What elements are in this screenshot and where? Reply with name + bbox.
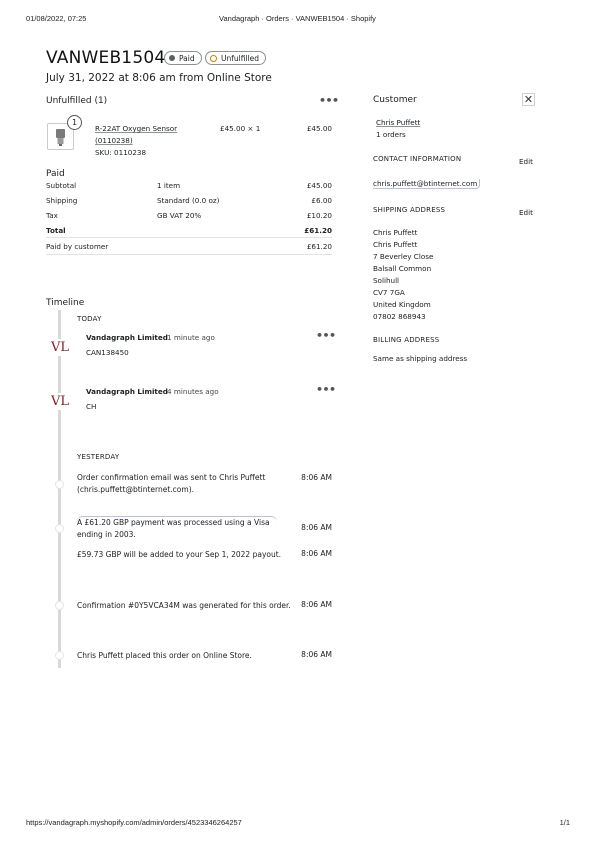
close-customer-icon[interactable]: ✕: [523, 93, 534, 106]
comment-avatar: VL: [51, 394, 70, 409]
timeline-event-dot-icon: [55, 480, 64, 489]
contact-info-heading: CONTACT INFORMATION: [373, 155, 462, 163]
total-amount: £61.20: [304, 226, 332, 235]
shipping-edit-link[interactable]: Edit: [519, 208, 533, 217]
paid-badge-label: Paid: [179, 53, 195, 63]
shipping-detail: Standard (0.0 oz): [157, 196, 220, 205]
paid-badge: [164, 51, 202, 65]
address-line: United Kingdom: [373, 300, 431, 309]
print-page-number: 1/1: [559, 818, 570, 827]
tax-label: Tax: [46, 211, 58, 220]
customer-name-link[interactable]: Chris Puffett: [376, 118, 421, 127]
billing-address-heading: BILLING ADDRESS: [373, 336, 440, 344]
timeline-heading: Timeline: [46, 298, 85, 308]
customer-email-link[interactable]: chris.puffett@btinternet.com: [373, 179, 480, 189]
address-line: Chris Puffett: [373, 240, 418, 249]
product-unit-price: £45.00 × 1: [220, 124, 261, 133]
timeline-event-time: 8:06 AM: [301, 650, 332, 659]
product-sku: SKU: 0110238: [95, 148, 147, 157]
unfulfilled-heading: Unfulfilled (1): [46, 96, 108, 106]
timeline-event-time: 8:06 AM: [301, 523, 332, 532]
timeline-yesterday-label: YESTERDAY: [77, 453, 120, 461]
total-label: Total: [46, 226, 66, 235]
subtotal-label: Subtotal: [46, 181, 77, 190]
unfulfilled-more-actions-icon[interactable]: •••: [319, 94, 339, 107]
subtotal-amount: £45.00: [306, 181, 332, 190]
comment-more-actions-icon[interactable]: •••: [316, 383, 336, 396]
timeline-event-time: 8:06 AM: [301, 473, 332, 482]
print-datetime: 01/08/2022, 07:25: [26, 14, 87, 23]
paid-by-divider: [46, 237, 332, 238]
timeline-track: [58, 310, 61, 668]
timeline-event-dot-icon: [55, 524, 64, 533]
shipping-label: Shipping: [46, 196, 78, 205]
contact-edit-link[interactable]: Edit: [519, 157, 533, 166]
print-page-title: Vandagraph · Orders · VANWEB1504 · Shopify: [219, 14, 376, 23]
billing-address-text: Same as shipping address: [373, 354, 468, 363]
tax-detail: GB VAT 20%: [157, 211, 202, 220]
comment-time: 1 minute ago: [167, 333, 215, 342]
timeline-event-text: Confirmation #0Y5VCA34M was generated for this order.: [77, 601, 291, 610]
product-code-link[interactable]: (0110238): [95, 136, 133, 145]
timeline-event-text: A £61.20 GBP payment was processed using a Visa ending in 2003.: [77, 518, 270, 539]
tax-amount: £10.20: [306, 211, 332, 220]
comment-avatar: VL: [51, 340, 70, 355]
order-date-line: July 31, 2022 at 8:06 am from Online Store: [46, 72, 272, 84]
address-line: Balsall Common: [373, 264, 432, 273]
paid-status-dot-icon: [169, 55, 175, 61]
address-line: Solihull: [373, 276, 400, 285]
customer-heading: Customer: [373, 95, 417, 105]
unfulfilled-status-dot-icon: [210, 55, 217, 62]
fulfillment-badge-label: Unfulfilled: [221, 53, 259, 63]
comment-time: 4 minutes ago: [167, 387, 219, 396]
customer-orders-count: 1 orders: [376, 130, 406, 139]
comment-author: Vandagraph Limited: [86, 387, 168, 396]
comment-author: Vandagraph Limited: [86, 333, 168, 342]
fulfillment-badge: [205, 51, 266, 65]
address-phone: 07802 868943: [373, 312, 426, 321]
comment-text: CH: [86, 402, 97, 411]
timeline-event-time: 8:06 AM: [301, 600, 332, 609]
timeline-today-label: TODAY: [77, 315, 102, 323]
print-url: https://vandagraph.myshopify.com/admin/orders/4523346264257: [26, 818, 242, 827]
comment-text: CAN138450: [86, 348, 129, 357]
address-line: 7 Beverley Close: [373, 252, 434, 261]
address-line: CV7 7GA: [373, 288, 405, 297]
timeline-event-text: Order confirmation email was sent to Chris Puffett (chris.puffett@btinternet.com).: [77, 473, 266, 494]
payment-heading: Paid: [46, 169, 65, 179]
shipping-address-heading: SHIPPING ADDRESS: [373, 206, 446, 214]
timeline-event-text: Chris Puffett placed this order on Online Store.: [77, 651, 252, 660]
timeline-event-text: £59.73 GBP will be added to your Sep 1, 2022 payout.: [77, 550, 282, 559]
product-name-link[interactable]: R-22AT Oxygen Sensor: [95, 124, 178, 133]
paid-by-amount: £61.20: [306, 242, 332, 251]
address-line: Chris Puffett: [373, 228, 418, 237]
paid-by-bottom-divider: [46, 254, 332, 255]
paid-by-label: Paid by customer: [46, 242, 109, 251]
subtotal-detail: 1 item: [157, 181, 181, 190]
item-quantity-badge: 1: [67, 115, 82, 130]
comment-more-actions-icon[interactable]: •••: [316, 329, 336, 342]
product-line-total: £45.00: [306, 124, 332, 133]
timeline-event-dot-icon: [55, 651, 64, 660]
shipping-amount: £6.00: [311, 196, 332, 205]
timeline-event-dot-icon: [55, 601, 64, 610]
order-number: VANWEB1504: [46, 48, 166, 68]
timeline-event-time: 8:06 AM: [301, 549, 332, 558]
